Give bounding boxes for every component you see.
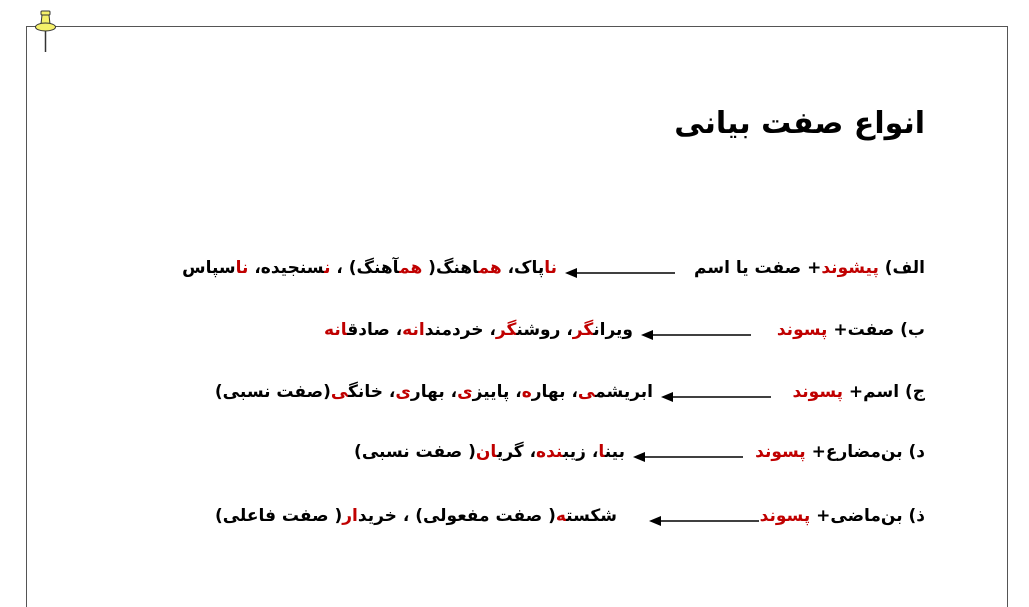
example-segment: ، زیب: [562, 442, 599, 462]
example-segment: ن: [324, 258, 331, 278]
example-segment: ، صادق: [347, 320, 403, 340]
example-segment: نا: [544, 258, 557, 278]
example-segment: ( صفت نسبی): [354, 442, 476, 462]
example-segment: هم: [478, 258, 502, 278]
row-examples: [324, 320, 633, 340]
row-examples: [354, 442, 625, 462]
example-segment: ابریشم: [595, 382, 653, 402]
row-examples: [182, 258, 557, 278]
definition-row-alef: [105, 258, 925, 288]
arrow-left-icon: [633, 445, 745, 465]
example-segment: ی: [395, 382, 411, 402]
arrow-left-icon: [649, 509, 761, 529]
example-segment: ه: [521, 382, 532, 402]
example-segment: ، روشن: [516, 320, 573, 340]
example-segment: هم: [399, 258, 423, 278]
formula-segment: پسوند: [776, 320, 828, 340]
formula-segment: د) بن‌مضارع+: [805, 442, 925, 462]
slide-title: انواع صفت بیانی: [674, 106, 925, 141]
formula-segment: الف): [878, 258, 925, 278]
row-formula: [755, 442, 925, 462]
arrow-left-icon: [641, 323, 753, 343]
definition-row-jim: [105, 382, 925, 412]
row-formula: [760, 506, 925, 526]
example-segment: بین: [604, 442, 625, 462]
example-segment: سپاس: [182, 258, 236, 278]
example-segment: ویران: [593, 320, 633, 340]
example-segment: ، پاییز: [472, 382, 522, 402]
formula-segment: پسوند: [755, 442, 806, 462]
example-segment: ، گری: [496, 442, 537, 462]
example-segment: ، خانگ: [348, 382, 396, 402]
example-segment: ( صفت فاعلی): [214, 506, 343, 526]
example-segment: ی: [457, 382, 473, 402]
arrow-left-icon: [661, 385, 773, 405]
example-segment: ا: [598, 442, 605, 462]
example-segment: ، بهار: [410, 382, 458, 402]
pushpin-icon[interactable]: [28, 10, 62, 54]
example-segment: آهنگ) ،: [330, 258, 400, 278]
formula-segment: ذ) بن‌ماضی+: [810, 506, 925, 526]
example-segment: نا: [235, 258, 249, 278]
formula-segment: + صفت یا اسم: [694, 258, 822, 278]
definition-row-be: [105, 320, 925, 350]
example-segment: (صفت نسبی): [214, 382, 331, 402]
row-formula: [792, 382, 925, 402]
arrow-left-icon: [565, 261, 677, 281]
example-segment: ی: [577, 382, 596, 402]
example-segment: نده: [536, 442, 563, 462]
example-segment: گر: [572, 320, 594, 340]
example-segment: گر: [495, 320, 517, 340]
example-segment: ار: [342, 506, 358, 526]
definition-row-zal: [105, 506, 925, 536]
example-segment: ، بهار: [531, 382, 578, 402]
row-examples: [215, 506, 617, 526]
definition-row-dal: [105, 442, 925, 472]
row-examples: [215, 382, 653, 402]
example-segment: ( صفت مفعولی) ، خرید: [357, 506, 556, 526]
example-segment: انه: [324, 320, 348, 340]
example-segment: اهنگ(: [422, 258, 479, 278]
formula-segment: ج) اسم+: [843, 382, 925, 402]
example-segment: سنجیده،: [248, 258, 325, 278]
example-segment: ، خردمند: [424, 320, 496, 340]
example-segment: انه: [402, 320, 425, 340]
example-segment: ی: [330, 382, 349, 402]
example-segment: پاک،: [501, 258, 545, 278]
example-segment: ان: [475, 442, 497, 462]
row-formula: [777, 320, 925, 340]
example-segment: ه: [555, 506, 567, 526]
row-formula: [694, 258, 925, 278]
formula-segment: پیشوند: [821, 258, 879, 278]
formula-segment: پسوند: [759, 506, 811, 526]
formula-segment: ب) صفت+: [827, 320, 925, 340]
example-segment: شکست: [566, 506, 617, 526]
formula-segment: پسوند: [792, 382, 844, 402]
